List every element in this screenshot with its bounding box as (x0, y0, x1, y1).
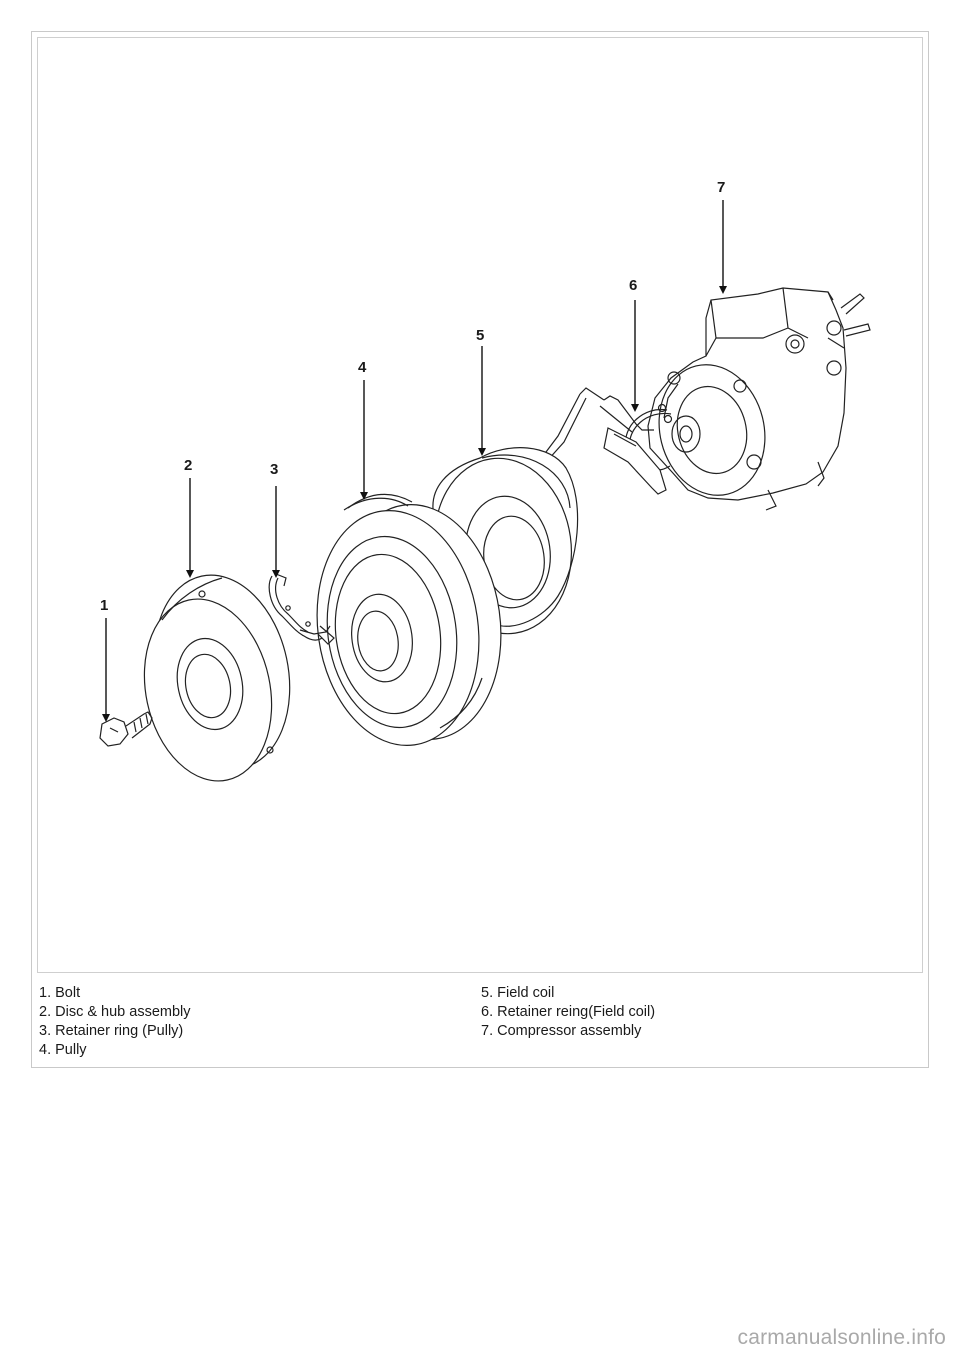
parts-legend (37, 984, 923, 1064)
legend-column-left (39, 984, 191, 1060)
exploded-view-drawing (38, 38, 924, 974)
callout-number-2: 2 (184, 457, 193, 474)
legend-item-field-coil: 5. Field coil (481, 985, 555, 1001)
callout-number-5: 5 (476, 327, 485, 344)
compressor-assembly-part (646, 288, 870, 510)
site-watermark: carmanualsonline.info (737, 1326, 946, 1349)
legend-item-retainer-ring-pulley: 3. Retainer ring (Pully) (39, 1023, 184, 1039)
legend-item-retainer-ring-field-coil: 6. Retainer reing(Field coil) (481, 1004, 656, 1020)
exploded-view-figure (37, 37, 923, 973)
legend-item-pulley: 4. Pully (39, 1042, 87, 1058)
legend-item-compressor-assembly: 7. Compressor assembly (481, 1023, 642, 1039)
callout-number-1: 1 (100, 597, 109, 614)
legend-column-right (481, 984, 655, 1041)
callout-number-7: 7 (717, 179, 726, 196)
legend-item-disc-hub-assembly: 2. Disc & hub assembly (39, 1004, 191, 1020)
disc-hub-assembly-part (128, 562, 307, 792)
callout-number-3: 3 (270, 461, 279, 478)
legend-item-bolt: 1. Bolt (39, 985, 81, 1001)
callout-number-6: 6 (629, 277, 638, 294)
bolt-part (100, 712, 152, 746)
callout-number-4: 4 (358, 359, 367, 376)
